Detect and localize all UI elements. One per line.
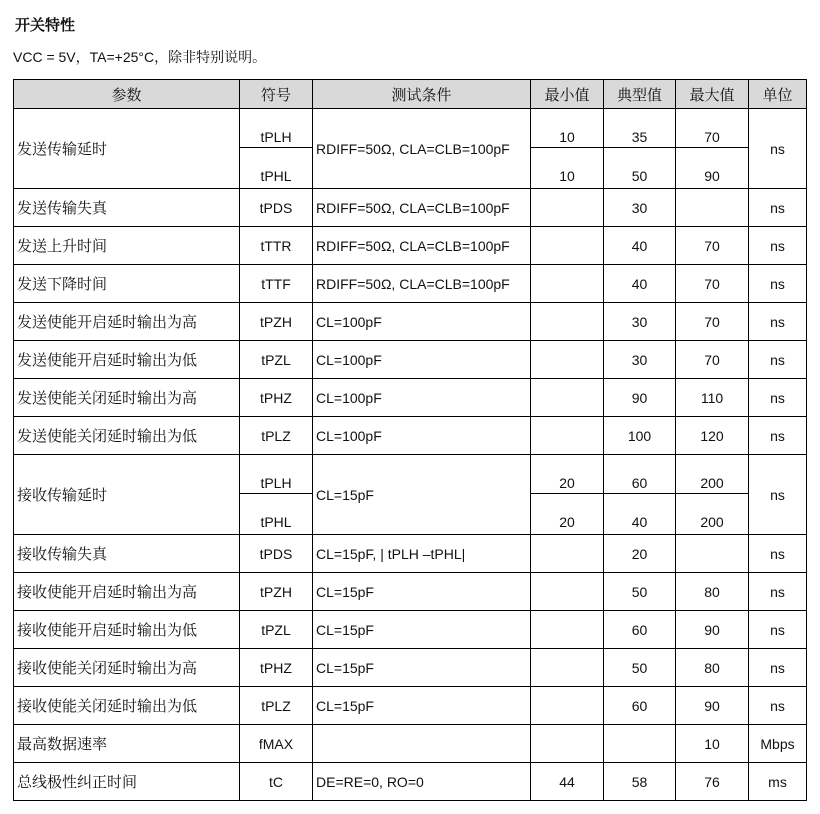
- header-unit: 单位: [749, 80, 807, 109]
- table-row: [14, 535, 807, 573]
- min-value: [531, 227, 604, 265]
- max-value: 110: [676, 379, 749, 417]
- test-condition: CL=15pF: [313, 573, 531, 611]
- param-name: 总线极性纠正时间: [14, 763, 240, 801]
- test-conditions-note: VCC = 5V，TA=+25°C，除非特别说明。: [13, 49, 267, 65]
- unit: ns: [749, 379, 807, 417]
- typ-value: 35: [604, 109, 676, 148]
- unit: ns: [749, 341, 807, 379]
- max-value: 70: [676, 303, 749, 341]
- typ-value: 60: [604, 687, 676, 725]
- max-value: 70: [676, 109, 749, 148]
- test-condition: RDIFF=50Ω, CLA=CLB=100pF: [313, 265, 531, 303]
- symbol: tPLZ: [240, 417, 313, 455]
- header-max: 最大值: [676, 80, 749, 109]
- max-value: 70: [676, 227, 749, 265]
- symbol: tPHZ: [240, 649, 313, 687]
- typ-value: 40: [604, 227, 676, 265]
- table-row: [14, 227, 807, 265]
- section-title: 开关特性: [15, 16, 76, 34]
- unit: ns: [749, 611, 807, 649]
- symbol: tPZL: [240, 341, 313, 379]
- max-value: 10: [676, 725, 749, 763]
- min-value: [531, 649, 604, 687]
- max-value: 70: [676, 265, 749, 303]
- param-name: 接收使能开启延时输出为高: [14, 573, 240, 611]
- min-value: [531, 189, 604, 227]
- min-value: 20: [531, 455, 604, 494]
- test-condition: CL=100pF: [313, 303, 531, 341]
- max-value: 80: [676, 649, 749, 687]
- symbol: tPDS: [240, 535, 313, 573]
- typ-value: 30: [604, 189, 676, 227]
- min-value: 10: [531, 109, 604, 148]
- symbol: fMAX: [240, 725, 313, 763]
- header-param: 参数: [14, 80, 240, 109]
- test-condition: CL=15pF: [313, 455, 531, 535]
- symbol: tPLH: [240, 109, 313, 148]
- test-condition: CL=15pF: [313, 611, 531, 649]
- test-condition: CL=15pF: [313, 687, 531, 725]
- unit: ms: [749, 763, 807, 801]
- typ-value: 20: [604, 535, 676, 573]
- typ-value: 50: [604, 649, 676, 687]
- max-value: [676, 535, 749, 573]
- unit: ns: [749, 573, 807, 611]
- table-row: [14, 611, 807, 649]
- min-value: [531, 303, 604, 341]
- test-condition: RDIFF=50Ω, CLA=CLB=100pF: [313, 189, 531, 227]
- param-name: 发送使能开启延时输出为高: [14, 303, 240, 341]
- table-row: [14, 189, 807, 227]
- max-value: 200: [676, 494, 749, 535]
- unit: ns: [749, 109, 807, 189]
- typ-value: 60: [604, 455, 676, 494]
- typ-value: 40: [604, 494, 676, 535]
- unit: ns: [749, 227, 807, 265]
- unit: ns: [749, 535, 807, 573]
- typ-value: 90: [604, 379, 676, 417]
- min-value: 44: [531, 763, 604, 801]
- symbol: tPLZ: [240, 687, 313, 725]
- param-name: 接收使能开启延时输出为低: [14, 611, 240, 649]
- header-condition: 测试条件: [313, 80, 531, 109]
- test-condition: RDIFF=50Ω, CLA=CLB=100pF: [313, 227, 531, 265]
- test-condition: CL=100pF: [313, 379, 531, 417]
- unit: ns: [749, 189, 807, 227]
- test-condition: RDIFF=50Ω, CLA=CLB=100pF: [313, 109, 531, 189]
- test-condition: CL=100pF: [313, 417, 531, 455]
- min-value: [531, 725, 604, 763]
- symbol: tPZH: [240, 573, 313, 611]
- param-name: 最高数据速率: [14, 725, 240, 763]
- unit: ns: [749, 265, 807, 303]
- max-value: 90: [676, 687, 749, 725]
- min-value: 10: [531, 148, 604, 189]
- typ-value: 58: [604, 763, 676, 801]
- max-value: 90: [676, 611, 749, 649]
- symbol: tTTF: [240, 265, 313, 303]
- test-condition: CL=15pF: [313, 649, 531, 687]
- param-name: 接收传输失真: [14, 535, 240, 573]
- param-name: 发送上升时间: [14, 227, 240, 265]
- min-value: 20: [531, 494, 604, 535]
- symbol: tC: [240, 763, 313, 801]
- max-value: 90: [676, 148, 749, 189]
- param-name: 发送使能开启延时输出为低: [14, 341, 240, 379]
- symbol: tPZL: [240, 611, 313, 649]
- max-value: [676, 189, 749, 227]
- min-value: [531, 573, 604, 611]
- table-row: [14, 303, 807, 341]
- typ-value: [604, 725, 676, 763]
- param-name: 发送使能关闭延时输出为高: [14, 379, 240, 417]
- max-value: 200: [676, 455, 749, 494]
- symbol: tPZH: [240, 303, 313, 341]
- test-condition: [313, 725, 531, 763]
- typ-value: 30: [604, 341, 676, 379]
- unit: ns: [749, 455, 807, 535]
- typ-value: 100: [604, 417, 676, 455]
- param-name: 接收使能关闭延时输出为低: [14, 687, 240, 725]
- unit: ns: [749, 417, 807, 455]
- unit: ns: [749, 649, 807, 687]
- table-row: [14, 379, 807, 417]
- table-row: [14, 417, 807, 455]
- param-name: 发送传输失真: [14, 189, 240, 227]
- min-value: [531, 611, 604, 649]
- table-row: [14, 763, 807, 801]
- typ-value: 60: [604, 611, 676, 649]
- min-value: [531, 417, 604, 455]
- test-condition: CL=100pF: [313, 341, 531, 379]
- max-value: 80: [676, 573, 749, 611]
- symbol: tPHZ: [240, 379, 313, 417]
- param-name: 发送传输延时: [14, 109, 240, 189]
- table-row: [14, 725, 807, 763]
- param-name: 接收使能关闭延时输出为高: [14, 649, 240, 687]
- symbol: tPHL: [240, 494, 313, 535]
- unit: ns: [749, 687, 807, 725]
- test-condition: DE=RE=0, RO=0: [313, 763, 531, 801]
- header-symbol: 符号: [240, 80, 313, 109]
- min-value: [531, 379, 604, 417]
- table-row: [14, 265, 807, 303]
- max-value: 70: [676, 341, 749, 379]
- unit: ns: [749, 303, 807, 341]
- typ-value: 50: [604, 573, 676, 611]
- param-name: 发送下降时间: [14, 265, 240, 303]
- table-row: [14, 455, 807, 494]
- param-name: 接收传输延时: [14, 455, 240, 535]
- table-row: [14, 341, 807, 379]
- table-row: [14, 649, 807, 687]
- unit: Mbps: [749, 725, 807, 763]
- min-value: [531, 265, 604, 303]
- max-value: 76: [676, 763, 749, 801]
- table-header-row: [14, 80, 807, 109]
- header-typ: 典型值: [604, 80, 676, 109]
- max-value: 120: [676, 417, 749, 455]
- min-value: [531, 535, 604, 573]
- symbol: tPLH: [240, 455, 313, 494]
- typ-value: 30: [604, 303, 676, 341]
- symbol: tPDS: [240, 189, 313, 227]
- typ-value: 50: [604, 148, 676, 189]
- param-name: 发送使能关闭延时输出为低: [14, 417, 240, 455]
- symbol: tPHL: [240, 148, 313, 189]
- symbol: tTTR: [240, 227, 313, 265]
- header-min: 最小值: [531, 80, 604, 109]
- test-condition: CL=15pF, | tPLH –tPHL|: [313, 535, 531, 573]
- min-value: [531, 687, 604, 725]
- table-row: [14, 109, 807, 148]
- table-row: [14, 687, 807, 725]
- min-value: [531, 341, 604, 379]
- typ-value: 40: [604, 265, 676, 303]
- switching-characteristics-table: [13, 79, 807, 801]
- table-row: [14, 573, 807, 611]
